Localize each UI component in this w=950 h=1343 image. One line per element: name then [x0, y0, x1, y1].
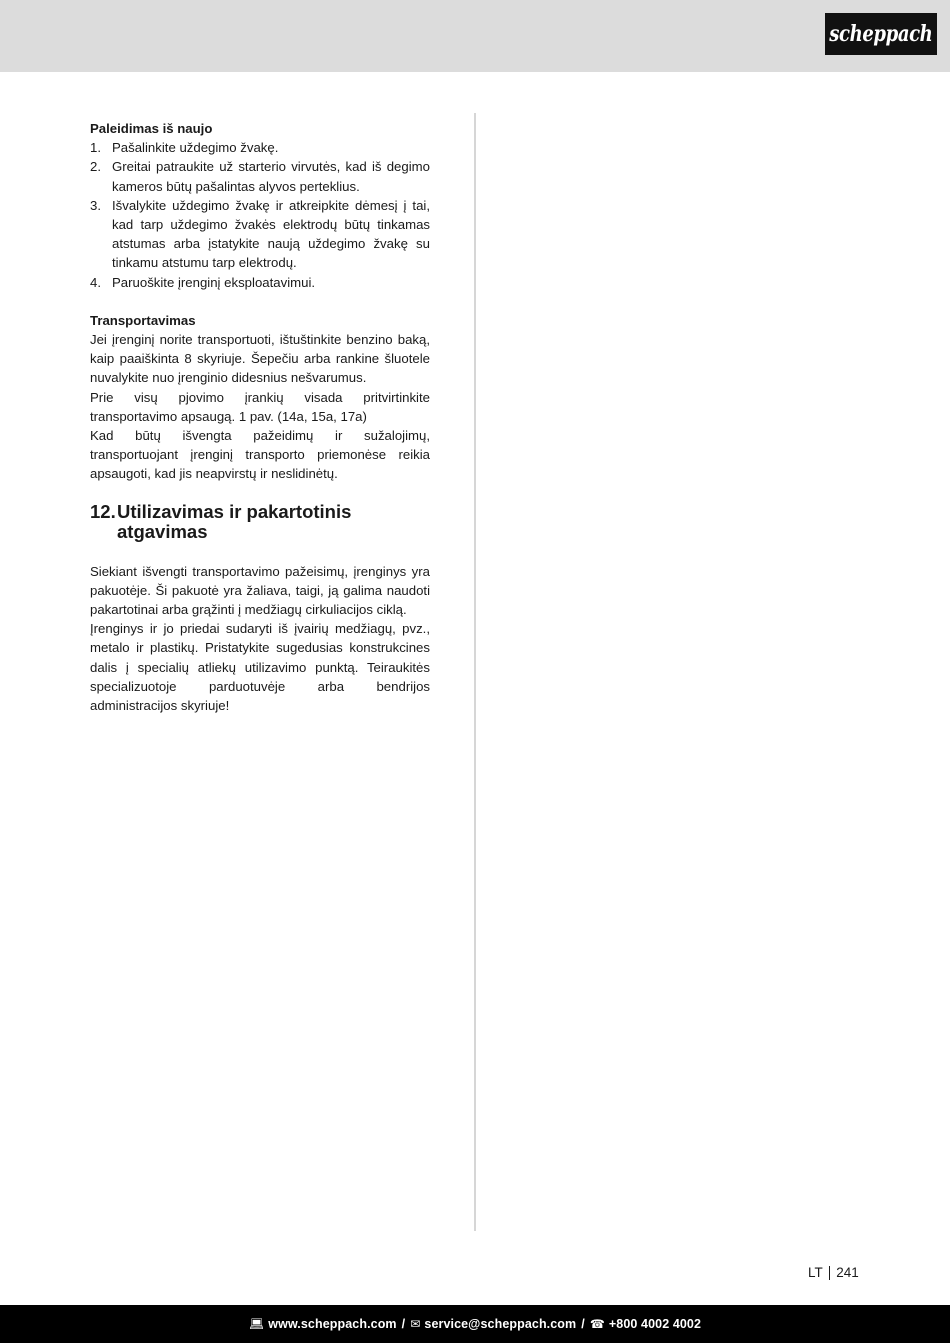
step-item: [90, 196, 430, 273]
text-line: drijos administracijos skyriuje!: [90, 678, 430, 714]
step-text: [112, 273, 430, 292]
text-line: baką, kaip paaiškinta 8 skyriuje. Šepečiu arba ran: [90, 332, 430, 367]
footer-separator: /: [581, 1317, 585, 1331]
page-separator: [829, 1266, 831, 1280]
step-line: tai, kad tarp uždegimo žvakės elektrodų būtų tin: [112, 197, 430, 233]
transport-paragraph: [90, 426, 430, 484]
text-line: Jei įrenginį norite transportuoti, ištuštinkite benzino: [90, 332, 393, 348]
text-line: nys yra pakuotėje. Ši pakuotė yra žaliava, taigi, ją: [90, 563, 430, 598]
text-line: Įrenginys ir jo priedai sudaryti iš įvairių medžiagų,: [90, 621, 396, 637]
header-band: [0, 0, 950, 72]
language-code: LT: [808, 1265, 823, 1280]
footer-band: [0, 1305, 950, 1343]
text-line: švarumus.: [305, 370, 367, 386]
column-divider: [474, 113, 476, 1231]
text-line: cirkuliacijos ciklą.: [305, 602, 407, 618]
section-number: 12.: [90, 500, 116, 522]
text-line: Teiraukitės specializuotoje parduotuvėje arba ben: [90, 659, 430, 694]
text-line: kine šluotele nuvalykite nuo įrenginio didesnius ne: [90, 351, 430, 386]
step-line: gimo kameros būtų pašalintas alyvos perteklius.: [112, 159, 430, 194]
step-item: [90, 138, 430, 157]
disposal-paragraph: [90, 562, 430, 620]
step-number: 1.: [90, 140, 101, 156]
scheppach-logo: [825, 13, 937, 55]
section-heading: [90, 502, 430, 542]
text-line: Prie visų pjovimo įrankių visada pritvirtinkite trans: [90, 389, 430, 424]
step-line: žvakę su tinkamu atstumu tarp elektrodų.: [112, 236, 430, 271]
section-title: Utilizavimas ir pakartotinis atgavimas: [117, 500, 352, 542]
step-text: [112, 157, 430, 195]
transport-heading: Transportavimas: [90, 312, 196, 328]
text-line: tuojant įrenginį transporto priemonėse reikia apsau: [90, 447, 430, 482]
disposal-paragraph: [90, 619, 430, 715]
step-text: [112, 138, 430, 157]
step-item: [90, 273, 430, 292]
footer-website-link[interactable]: www.scheppach.com: [268, 1317, 397, 1331]
envelope-icon: ✉︎: [410, 1317, 421, 1331]
footer-email-link[interactable]: service@scheppach.com: [424, 1317, 577, 1331]
text-line: Kad būtų išvengta pažeidimų ir sužalojimų, transpor: [90, 428, 430, 463]
step-line: Paruoškite įrenginį eksploatavimui.: [112, 274, 316, 290]
step-text: [112, 196, 430, 273]
step-line: Pašalinkite uždegimo žvakę.: [112, 140, 279, 156]
step-line: kamas atstumas arba įstatykite naują uždegimo: [112, 217, 430, 252]
step-number: 3.: [90, 197, 101, 213]
restart-steps-list: [90, 138, 430, 292]
step-number: 4.: [90, 274, 101, 290]
page-number-block: [808, 1264, 859, 1282]
transport-paragraph: [90, 388, 430, 426]
footer-separator: /: [401, 1317, 406, 1331]
transport-paragraph: [90, 330, 430, 388]
step-number: 2.: [90, 159, 101, 175]
logo-text: scheppach: [829, 21, 933, 47]
step-line: Išvalykite uždegimo žvakę ir atkreipkite dėmesį į: [112, 197, 407, 213]
text-line: pvz., metalo ir plastikų. Pristatykite sugedusias kons: [90, 621, 430, 656]
spacer: [90, 292, 430, 311]
text-line: galima naudoti pakartotinai arba grąžinti į medžiagų: [90, 582, 430, 618]
text-line: goti, kad jis neapvirstų ir neslidinėtų.: [125, 466, 338, 482]
step-line: Greitai patraukite už starterio virvutės, kad iš de: [112, 159, 402, 175]
footer-phone-link[interactable]: +800 4002 4002: [608, 1317, 702, 1331]
telephone-icon: ☎︎: [589, 1317, 605, 1331]
page-number: 241: [836, 1265, 859, 1280]
restart-heading: Paleidimas iš naujo: [90, 121, 213, 136]
text-line: portavimo apsaugą. 1 pav. (14a, 15a, 17a): [119, 408, 367, 424]
left-column: [90, 119, 430, 715]
laptop-icon: 💻︎: [248, 1317, 265, 1331]
step-item: [90, 157, 430, 195]
text-line: Siekiant išvengti transportavimo pažeisimų, įrengi: [90, 563, 386, 579]
text-line: trukcines dalis į specialių atliekų utilizavimo punktą.: [90, 640, 430, 675]
